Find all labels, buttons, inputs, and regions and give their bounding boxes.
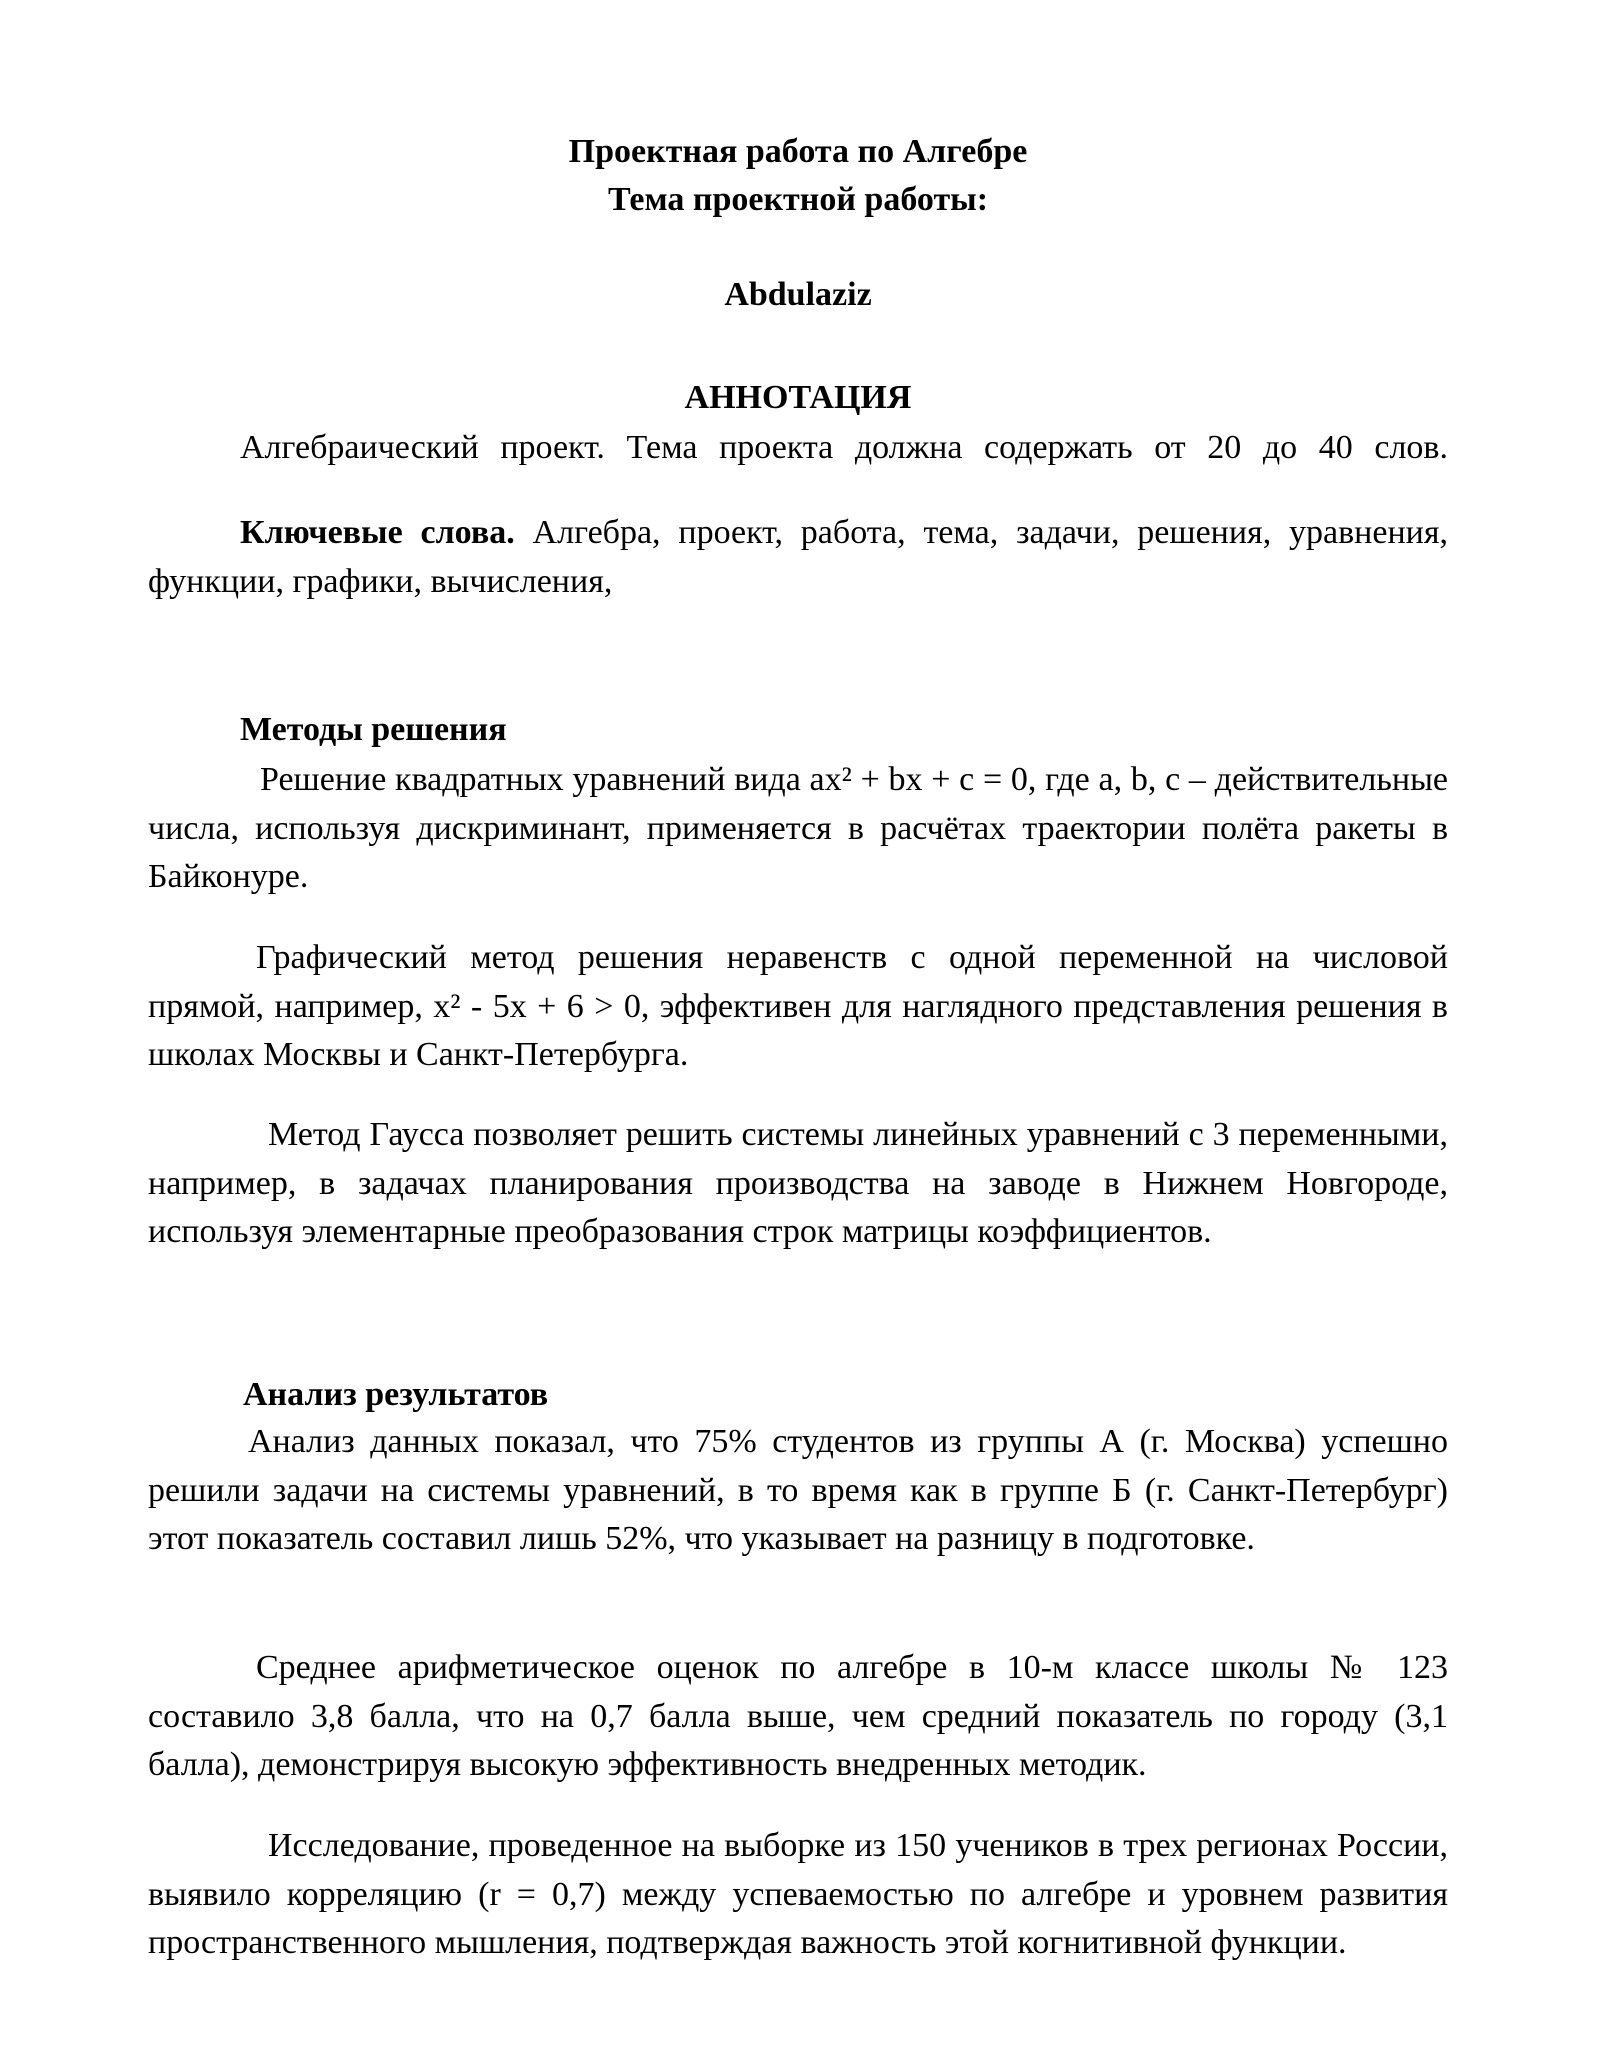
annotation-text <box>148 424 1448 473</box>
analysis-heading: Анализ результатов <box>243 1376 549 1413</box>
methods-paragraph-2: Графический метод решения неравенств с одной переменной на числовой прямой, например, x² - 5x + 6 > 0, эффективен для наглядного представления решения в школах Москвы и Санкт-Петербурга. <box>148 939 1448 1073</box>
methods-heading: Методы решения <box>240 711 507 748</box>
keywords-text: Алгебра, проект, работа, тема, задачи, решения, уравнения, функции, графики, вычисления, <box>148 514 1448 600</box>
author-name: Abdulaziz <box>724 276 872 313</box>
methods-paragraph-3: Метод Гаусса позволяет решить системы линейных уравнений с 3 переменными, например, в задачах планирования производства на заводе в Нижнем Новгороде, используя элементарные преобразования строк матрицы коэффициентов. <box>148 1116 1448 1250</box>
document-subtitle: Тема проектной работы: <box>607 181 989 218</box>
annotation-heading: АННОТАЦИЯ <box>684 379 912 416</box>
analysis-paragraph-1: Анализ данных показал, что 75% студентов из группы А (г. Москва) успешно решили задачи на системы уравнений, в то время как в группе Б (г. Санкт-Петербург) этот показатель составил лишь 52%, что указывает на разницу в подготовке. <box>148 1423 1448 1557</box>
analysis-paragraph-3: Исследование, проведенное на выборке из 150 учеников в трех регионах России, выявило корреляцию (r = 0,7) между успеваемостью по алгебре и уровнем развития пространственного мышления, подтверждая важность этой когнитивной функции. <box>148 1827 1448 1961</box>
keywords-label: Ключевые слова. <box>240 514 515 551</box>
annotation-text-content: Алгебраический проект. Тема проекта должна содержать от 20 до 40 слов. <box>240 429 1448 466</box>
methods-paragraph-1: Решение квадратных уравнений вида ax² + bx + c = 0, где a, b, c – действительные числа, используя дискриминант, применяется в расчётах траектории полёта ракеты в Байконуре. <box>148 761 1448 895</box>
keywords-paragraph <box>148 509 1448 606</box>
document-title: Проектная работа по Алгебре <box>568 133 1028 170</box>
analysis-paragraph-2: Среднее арифметическое оценок по алгебре в 10-м классе школы № 123 составило 3,8 балла, что на 0,7 балла выше, чем средний показатель по городу (3,1 балла), демонстрируя высокую эффективность внедренных методик. <box>148 1649 1448 1783</box>
